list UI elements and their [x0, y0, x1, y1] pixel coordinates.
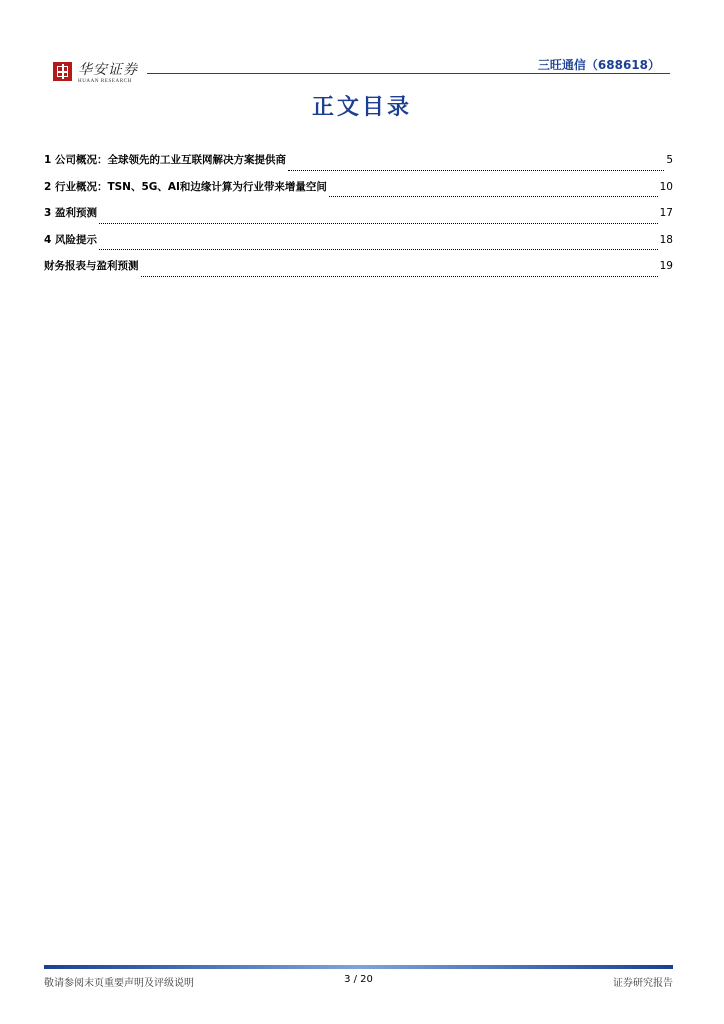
logo-en: HUAAN RESEARCH: [78, 79, 132, 84]
footer-divider: [44, 965, 673, 969]
toc-entry-page: 19: [659, 260, 673, 272]
logo-cn: 华安证券: [78, 62, 138, 78]
footer-report-type: 证券研究报告: [613, 978, 673, 989]
toc-entry-5[interactable]: [44, 258, 673, 285]
logo-text: [78, 62, 138, 85]
toc-entry-1[interactable]: [44, 152, 673, 179]
toc-entry-label: 2 行业概况：TSN、5G、AI和边缘计算为行业带来增量空间: [44, 180, 327, 193]
toc-entry-page: 17: [659, 207, 673, 219]
toc-leader-dots: [141, 276, 658, 277]
page-number: 3 / 20: [344, 974, 373, 985]
toc-entry-label: 财务报表与盈利预测: [44, 260, 139, 272]
toc-entry-page: 5: [666, 154, 673, 166]
toc-leader-dots: [99, 249, 658, 250]
toc-entry-label: 1 公司概况：全球领先的工业互联网解决方案提供商: [44, 154, 286, 166]
toc-entry-3[interactable]: [44, 205, 673, 232]
toc-leader-dots: [329, 196, 658, 197]
header-divider: [147, 73, 670, 74]
table-of-contents: [44, 152, 673, 285]
logo-mark-icon: [53, 62, 72, 81]
toc-entry-2[interactable]: [44, 179, 673, 206]
footer-disclaimer: 敬请参阅末页重要声明及评级说明: [44, 978, 194, 989]
toc-entry-4[interactable]: [44, 232, 673, 259]
toc-entry-page: 18: [659, 233, 673, 246]
brand-logo: [53, 62, 138, 86]
toc-leader-dots: [99, 223, 658, 224]
page-title: 正文目录: [311, 95, 412, 120]
toc-entry-page: 10: [659, 180, 673, 193]
page-footer: [44, 974, 673, 988]
toc-leader-dots: [288, 170, 664, 171]
toc-entry-label: 4 风险提示: [44, 233, 97, 246]
header-company: 三旺通信（688618）: [537, 58, 660, 72]
toc-entry-label: 3 盈利预测: [44, 207, 97, 219]
